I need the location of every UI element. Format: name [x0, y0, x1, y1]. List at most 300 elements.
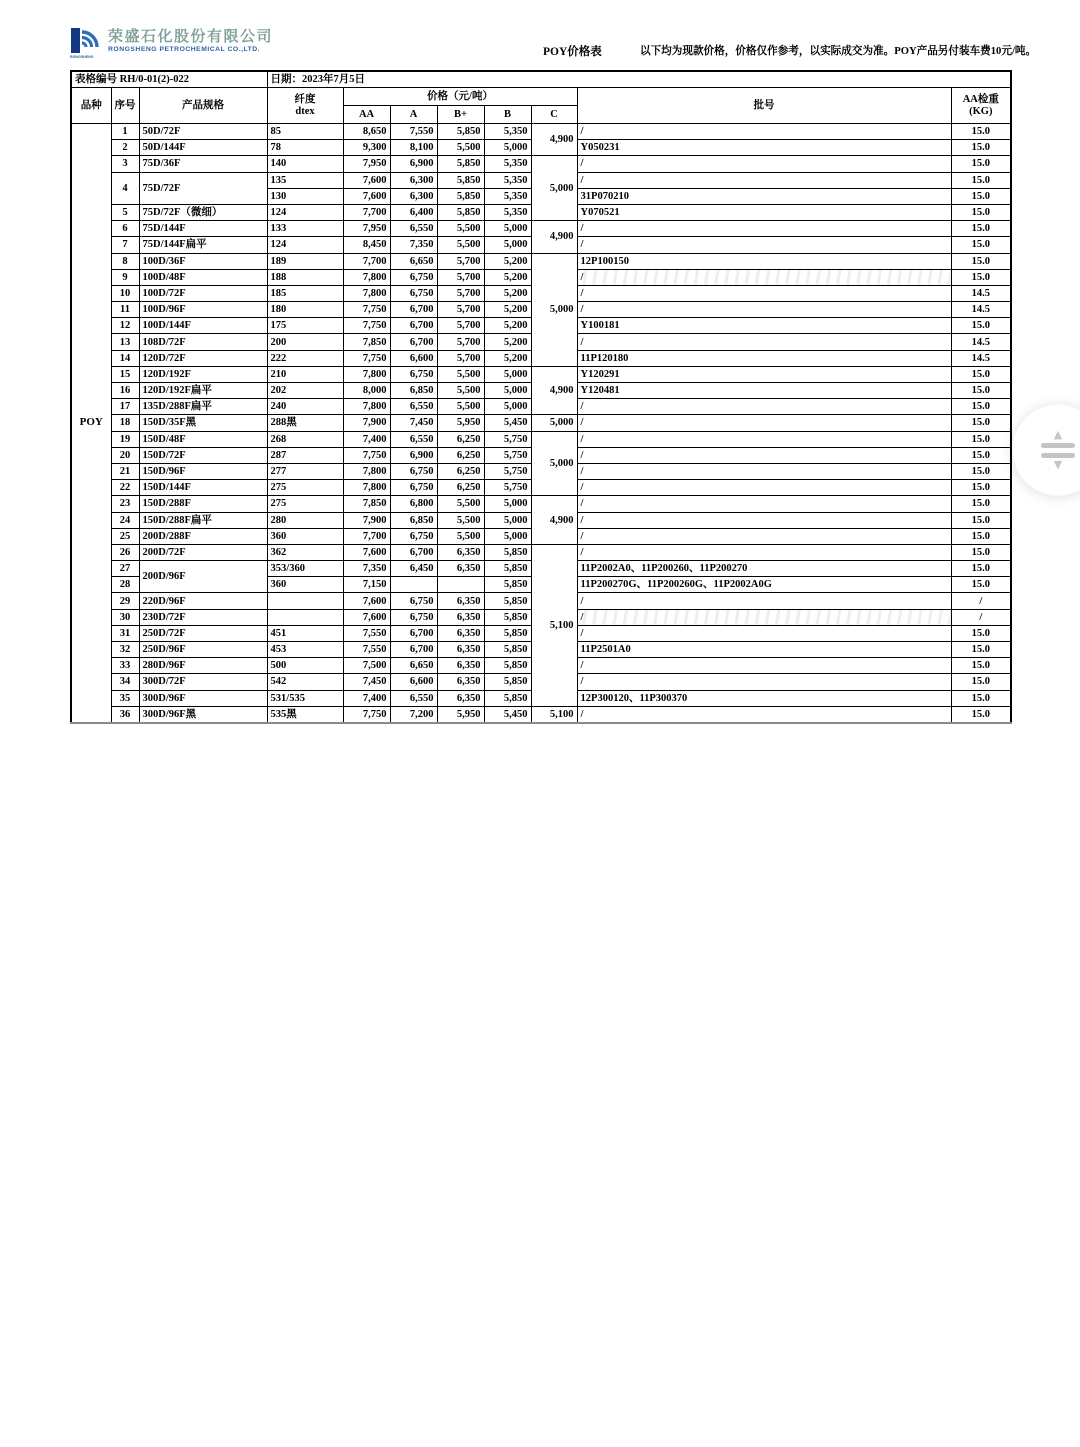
cell-price-aa: 7,800 — [343, 480, 390, 496]
cell-price-bplus: 6,250 — [437, 447, 484, 463]
scroll-widget[interactable] — [1012, 404, 1080, 496]
cell-dtex: 202 — [267, 383, 343, 399]
cell-price-bplus: 5,500 — [437, 496, 484, 512]
cell-price-b: 5,000 — [484, 528, 531, 544]
cell-price-b: 5,200 — [484, 253, 531, 269]
cell-batch: / — [577, 463, 951, 479]
cell-price-a: 6,750 — [390, 463, 437, 479]
cell-weight: 15.0 — [951, 544, 1011, 560]
cell-dtex: 280 — [267, 512, 343, 528]
cell-batch: Y120481 — [577, 383, 951, 399]
cell-serial: 3 — [111, 156, 139, 172]
table-row — [71, 496, 1011, 512]
cell-price-a: 6,900 — [390, 156, 437, 172]
cell-price-b: 5,350 — [484, 188, 531, 204]
cell-dtex: 277 — [267, 463, 343, 479]
cell-price-bplus: 5,950 — [437, 415, 484, 431]
cell-price-aa: 7,750 — [343, 302, 390, 318]
cell-price-b: 5,000 — [484, 366, 531, 382]
cell-price-aa: 7,600 — [343, 188, 390, 204]
cell-batch: / — [577, 593, 951, 609]
cell-batch: / — [577, 334, 951, 350]
cell-price-a: 6,600 — [390, 350, 437, 366]
cell-price-aa: 7,600 — [343, 172, 390, 188]
cell-price-b: 5,850 — [484, 658, 531, 674]
cell-batch: / — [577, 480, 951, 496]
cell-dtex: 140 — [267, 156, 343, 172]
cell-price-a: 6,550 — [390, 431, 437, 447]
cell-price-a: 6,450 — [390, 561, 437, 577]
cell-price-aa: 7,400 — [343, 431, 390, 447]
cell-price-aa: 7,750 — [343, 350, 390, 366]
cell-price-a: 6,600 — [390, 674, 437, 690]
scroll-up-icon[interactable]: ▲ — [1053, 428, 1063, 441]
cell-serial: 28 — [111, 577, 139, 593]
cell-product: 250D/96F — [139, 642, 267, 658]
cell-price-b: 5,850 — [484, 690, 531, 706]
cell-price-b: 5,850 — [484, 674, 531, 690]
cell-price-bplus: 6,350 — [437, 658, 484, 674]
cell-serial: 27 — [111, 561, 139, 577]
form-number: 表格编号 RH/0-01(2)-022 — [71, 71, 267, 88]
cell-weight: 14.5 — [951, 285, 1011, 301]
cell-variety: POY — [71, 124, 111, 723]
cell-product: 75D/72F（微细） — [139, 204, 267, 220]
cell-price-a: 6,700 — [390, 302, 437, 318]
cell-batch: / — [577, 658, 951, 674]
cell-product: 200D/288F — [139, 528, 267, 544]
cell-serial: 5 — [111, 204, 139, 220]
cell-dtex: 133 — [267, 221, 343, 237]
cell-product: 200D/72F — [139, 544, 267, 560]
cell-weight: 15.0 — [951, 237, 1011, 253]
cell-serial: 29 — [111, 593, 139, 609]
cell-batch: / — [577, 156, 951, 172]
cell-weight: 15.0 — [951, 318, 1011, 334]
cell-price-b: 5,750 — [484, 447, 531, 463]
cell-price-aa: 7,700 — [343, 204, 390, 220]
cell-dtex: 451 — [267, 625, 343, 641]
cell-weight: 15.0 — [951, 496, 1011, 512]
cell-dtex — [267, 609, 343, 625]
cell-dtex: 78 — [267, 140, 343, 156]
cell-price-aa: 7,950 — [343, 156, 390, 172]
cell-serial: 11 — [111, 302, 139, 318]
cell-price-a: 6,850 — [390, 512, 437, 528]
cell-price-aa: 7,350 — [343, 561, 390, 577]
cell-price-a: 6,750 — [390, 480, 437, 496]
cell-serial: 22 — [111, 480, 139, 496]
cell-price-a: 7,200 — [390, 706, 437, 723]
table-row — [71, 431, 1011, 447]
cell-product: 150D/72F — [139, 447, 267, 463]
cell-batch: / — [577, 415, 951, 431]
cell-batch: / — [577, 544, 951, 560]
cell-price-a: 6,550 — [390, 690, 437, 706]
cell-price-b: 5,000 — [484, 221, 531, 237]
cell-weight: 15.0 — [951, 399, 1011, 415]
cell-price-a: 6,750 — [390, 366, 437, 382]
cell-price-c: 5,000 — [531, 431, 577, 496]
cell-product: 150D/35F黑 — [139, 415, 267, 431]
col-header-weight — [951, 88, 1011, 124]
cell-weight: 15.0 — [951, 221, 1011, 237]
cell-dtex: 275 — [267, 496, 343, 512]
cell-weight: / — [951, 609, 1011, 625]
cell-price-b: 5,200 — [484, 302, 531, 318]
cell-product: 250D/72F — [139, 625, 267, 641]
price-table-body — [71, 124, 1011, 723]
cell-serial: 21 — [111, 463, 139, 479]
price-disclaimer: 以下均为现款价格，价格仅作参考，以实际成交为准。POY产品另付装车费10元/吨。 — [640, 46, 1037, 57]
cell-weight: 15.0 — [951, 480, 1011, 496]
cell-serial: 24 — [111, 512, 139, 528]
cell-dtex: 287 — [267, 447, 343, 463]
cell-price-a: 6,750 — [390, 285, 437, 301]
cell-price-aa: 7,500 — [343, 658, 390, 674]
cell-weight: 15.0 — [951, 124, 1011, 140]
cell-price-bplus: 6,250 — [437, 480, 484, 496]
cell-price-aa: 8,000 — [343, 383, 390, 399]
weight-label-unit: (KG) — [969, 105, 993, 117]
cell-batch: / — [577, 285, 951, 301]
cell-dtex: 353/360 — [267, 561, 343, 577]
cell-price-a: 6,550 — [390, 221, 437, 237]
col-header-variety: 品种 — [71, 88, 111, 124]
cell-weight: 15.0 — [951, 706, 1011, 723]
cell-batch: / — [577, 221, 951, 237]
col-header-dtex — [267, 88, 343, 124]
cell-dtex: 360 — [267, 577, 343, 593]
cell-price-a: 6,700 — [390, 642, 437, 658]
cell-serial: 15 — [111, 366, 139, 382]
cell-price-aa: 7,600 — [343, 593, 390, 609]
cell-price-aa: 7,800 — [343, 463, 390, 479]
cell-batch: / — [577, 609, 951, 625]
cell-dtex: 531/535 — [267, 690, 343, 706]
table-row — [71, 156, 1011, 172]
cell-dtex: 288黑 — [267, 415, 343, 431]
cell-price-b: 5,850 — [484, 642, 531, 658]
cell-batch: 12P300120、11P300370 — [577, 690, 951, 706]
cell-price-b: 5,000 — [484, 140, 531, 156]
cell-price-aa: 7,150 — [343, 577, 390, 593]
cell-price-bplus: 5,500 — [437, 399, 484, 415]
cell-product: 230D/72F — [139, 609, 267, 625]
cell-product: 120D/192F — [139, 366, 267, 382]
cell-price-b: 5,000 — [484, 496, 531, 512]
cell-product: 75D/144F扁平 — [139, 237, 267, 253]
cell-dtex: 135 — [267, 172, 343, 188]
cell-batch: Y100181 — [577, 318, 951, 334]
cell-dtex — [267, 593, 343, 609]
table-row — [71, 124, 1011, 140]
cell-dtex: 360 — [267, 528, 343, 544]
cell-weight: 14.5 — [951, 334, 1011, 350]
cell-price-a: 6,850 — [390, 383, 437, 399]
cell-product: 120D/72F — [139, 350, 267, 366]
cell-product: 100D/72F — [139, 285, 267, 301]
cell-product: 75D/72F — [139, 172, 267, 204]
cell-batch: / — [577, 706, 951, 723]
cell-price-bplus: 6,250 — [437, 431, 484, 447]
cell-dtex: 542 — [267, 674, 343, 690]
cell-batch: / — [577, 237, 951, 253]
cell-price-a: 6,300 — [390, 188, 437, 204]
price-table — [70, 70, 1012, 724]
col-header-product: 产品规格 — [139, 88, 267, 124]
cell-price-a: 6,650 — [390, 658, 437, 674]
cell-weight: 15.0 — [951, 156, 1011, 172]
cell-product: 50D/144F — [139, 140, 267, 156]
cell-batch: 11P2002A0、11P200260、11P200270 — [577, 561, 951, 577]
cell-price-b: 5,200 — [484, 350, 531, 366]
scroll-down-icon[interactable]: ▼ — [1053, 458, 1063, 471]
cell-price-b: 5,350 — [484, 124, 531, 140]
cell-serial: 2 — [111, 140, 139, 156]
cell-batch: Y070521 — [577, 204, 951, 220]
logo-mark-icon — [68, 26, 102, 62]
cell-price-bplus: 5,500 — [437, 383, 484, 399]
cell-serial: 25 — [111, 528, 139, 544]
table-row — [71, 544, 1011, 560]
cell-serial: 7 — [111, 237, 139, 253]
col-header-grade-c: C — [531, 106, 577, 124]
cell-price-aa: 7,450 — [343, 674, 390, 690]
cell-dtex: 535黑 — [267, 706, 343, 723]
cell-serial: 32 — [111, 642, 139, 658]
meta-row — [71, 71, 1011, 88]
cell-weight: 15.0 — [951, 690, 1011, 706]
cell-serial: 1 — [111, 124, 139, 140]
cell-product: 75D/144F — [139, 221, 267, 237]
table-row — [71, 706, 1011, 723]
cell-price-a: 6,750 — [390, 528, 437, 544]
cell-serial: 30 — [111, 609, 139, 625]
cell-price-c: 5,100 — [531, 706, 577, 723]
cell-weight: 15.0 — [951, 561, 1011, 577]
cell-price-a: 6,300 — [390, 172, 437, 188]
cell-price-c: 5,000 — [531, 156, 577, 221]
table-row — [71, 221, 1011, 237]
cell-price-b: 5,850 — [484, 561, 531, 577]
cell-batch: 11P120180 — [577, 350, 951, 366]
cell-weight: 15.0 — [951, 447, 1011, 463]
cell-product: 150D/144F — [139, 480, 267, 496]
cell-price-aa: 7,800 — [343, 366, 390, 382]
cell-price-a: 7,450 — [390, 415, 437, 431]
col-header-price-group: 价格（元/吨） — [343, 88, 577, 106]
cell-product: 100D/144F — [139, 318, 267, 334]
cell-price-bplus: 5,500 — [437, 528, 484, 544]
cell-price-bplus: 5,850 — [437, 156, 484, 172]
cell-weight: 15.0 — [951, 577, 1011, 593]
cell-price-aa: 9,300 — [343, 140, 390, 156]
cell-serial: 4 — [111, 172, 139, 204]
cell-dtex: 200 — [267, 334, 343, 350]
cell-weight: 14.5 — [951, 350, 1011, 366]
cell-price-a: 6,700 — [390, 544, 437, 560]
cell-price-aa: 7,900 — [343, 415, 390, 431]
document-title: POY价格表 — [543, 46, 602, 58]
cell-price-bplus: 6,350 — [437, 625, 484, 641]
cell-price-aa: 7,750 — [343, 706, 390, 723]
col-header-serial: 序号 — [111, 88, 139, 124]
cell-product: 300D/96F — [139, 690, 267, 706]
cell-serial: 9 — [111, 269, 139, 285]
cell-product: 150D/48F — [139, 431, 267, 447]
cell-batch: / — [577, 269, 951, 285]
cell-product: 300D/72F — [139, 674, 267, 690]
col-header-grade-b: B — [484, 106, 531, 124]
cell-price-a: 6,750 — [390, 609, 437, 625]
cell-weight: 15.0 — [951, 528, 1011, 544]
cell-price-b: 5,750 — [484, 480, 531, 496]
cell-price-b: 5,200 — [484, 334, 531, 350]
cell-serial: 18 — [111, 415, 139, 431]
cell-batch: / — [577, 625, 951, 641]
cell-price-a: 6,650 — [390, 253, 437, 269]
cell-price-bplus: 6,350 — [437, 642, 484, 658]
cell-product: 135D/288F扁平 — [139, 399, 267, 415]
cell-price-c: 5,000 — [531, 253, 577, 366]
cell-product: 280D/96F — [139, 658, 267, 674]
cell-batch: / — [577, 302, 951, 318]
cell-price-aa: 7,850 — [343, 496, 390, 512]
cell-price-bplus: 5,950 — [437, 706, 484, 723]
cell-price-bplus: 6,350 — [437, 544, 484, 560]
cell-dtex: 124 — [267, 204, 343, 220]
cell-batch: Y120291 — [577, 366, 951, 382]
cell-weight: / — [951, 593, 1011, 609]
cell-weight: 15.0 — [951, 625, 1011, 641]
cell-product: 100D/96F — [139, 302, 267, 318]
cell-price-b: 5,000 — [484, 512, 531, 528]
cell-dtex: 500 — [267, 658, 343, 674]
company-name-cn: 荣盛石化股份有限公司 — [108, 28, 274, 45]
cell-weight: 15.0 — [951, 366, 1011, 382]
cell-weight: 15.0 — [951, 172, 1011, 188]
cell-price-bplus: 6,350 — [437, 690, 484, 706]
cell-serial: 34 — [111, 674, 139, 690]
cell-price-bplus: 5,700 — [437, 350, 484, 366]
cell-price-c: 5,100 — [531, 544, 577, 706]
cell-price-bplus: 5,700 — [437, 253, 484, 269]
cell-dtex: 175 — [267, 318, 343, 334]
cell-serial: 17 — [111, 399, 139, 415]
cell-weight: 15.0 — [951, 269, 1011, 285]
cell-serial: 23 — [111, 496, 139, 512]
cell-dtex: 275 — [267, 480, 343, 496]
cell-serial: 31 — [111, 625, 139, 641]
cell-weight: 15.0 — [951, 674, 1011, 690]
date-label: 日期：2023年7月5日 — [267, 71, 1011, 88]
cell-price-aa: 7,600 — [343, 544, 390, 560]
cell-dtex: 210 — [267, 366, 343, 382]
company-logo — [68, 26, 273, 62]
cell-dtex: 188 — [267, 269, 343, 285]
cell-weight: 15.0 — [951, 253, 1011, 269]
cell-price-b: 5,850 — [484, 593, 531, 609]
cell-price-a: 6,750 — [390, 593, 437, 609]
cell-serial: 16 — [111, 383, 139, 399]
company-name-block — [108, 26, 273, 54]
cell-price-a: 7,350 — [390, 237, 437, 253]
cell-dtex: 124 — [267, 237, 343, 253]
cell-product: 300D/96F黑 — [139, 706, 267, 723]
cell-price-a: 6,400 — [390, 204, 437, 220]
cell-price-a: 6,700 — [390, 334, 437, 350]
cell-serial: 14 — [111, 350, 139, 366]
cell-serial: 10 — [111, 285, 139, 301]
cell-price-a: 6,750 — [390, 269, 437, 285]
cell-dtex: 268 — [267, 431, 343, 447]
cell-price-b: 5,350 — [484, 204, 531, 220]
cell-price-bplus: 5,850 — [437, 204, 484, 220]
company-name-en: RONGSHENG PETROCHEMICAL CO.,LTD. — [108, 46, 261, 53]
cell-price-b: 5,750 — [484, 463, 531, 479]
cell-serial: 13 — [111, 334, 139, 350]
cell-product: 220D/96F — [139, 593, 267, 609]
cell-price-aa: 7,750 — [343, 318, 390, 334]
header-row-groups — [71, 88, 1011, 106]
logo-small-text: RONGSHENG — [70, 55, 94, 59]
cell-batch: Y050231 — [577, 140, 951, 156]
cell-batch: / — [577, 512, 951, 528]
cell-price-aa: 7,700 — [343, 253, 390, 269]
cell-price-aa: 7,800 — [343, 285, 390, 301]
cell-price-c: 4,900 — [531, 366, 577, 415]
cell-batch: 31P070210 — [577, 188, 951, 204]
cell-batch: / — [577, 528, 951, 544]
cell-dtex: 180 — [267, 302, 343, 318]
cell-price-b: 5,000 — [484, 383, 531, 399]
cell-product: 150D/288F — [139, 496, 267, 512]
cell-price-a: 6,700 — [390, 625, 437, 641]
cell-price-aa: 7,400 — [343, 690, 390, 706]
cell-price-aa: 7,800 — [343, 269, 390, 285]
cell-weight: 15.0 — [951, 463, 1011, 479]
dtex-label-unit: dtex — [295, 105, 315, 117]
cell-price-b: 5,200 — [484, 285, 531, 301]
table-row — [71, 415, 1011, 431]
scroll-handle-bar — [1041, 443, 1075, 448]
cell-weight: 15.0 — [951, 658, 1011, 674]
cell-price-a: 8,100 — [390, 140, 437, 156]
table-row — [71, 253, 1011, 269]
cell-serial: 12 — [111, 318, 139, 334]
cell-price-bplus: 6,350 — [437, 561, 484, 577]
dtex-label-cn: 纤度 — [294, 94, 316, 106]
cell-price-b: 5,450 — [484, 415, 531, 431]
cell-price-bplus: 5,500 — [437, 237, 484, 253]
cell-serial: 6 — [111, 221, 139, 237]
cell-price-a — [390, 577, 437, 593]
cell-price-c: 4,900 — [531, 221, 577, 253]
cell-product: 100D/48F — [139, 269, 267, 285]
cell-price-a: 6,700 — [390, 318, 437, 334]
cell-price-bplus: 5,500 — [437, 221, 484, 237]
cell-price-b: 5,450 — [484, 706, 531, 723]
cell-price-a: 7,550 — [390, 124, 437, 140]
cell-dtex: 130 — [267, 188, 343, 204]
cell-price-aa: 7,950 — [343, 221, 390, 237]
cell-batch: 11P200270G、11P200260G、11P2002A0G — [577, 577, 951, 593]
cell-price-aa: 7,800 — [343, 399, 390, 415]
cell-weight: 15.0 — [951, 204, 1011, 220]
cell-batch: 12P100150 — [577, 253, 951, 269]
cell-batch: / — [577, 496, 951, 512]
